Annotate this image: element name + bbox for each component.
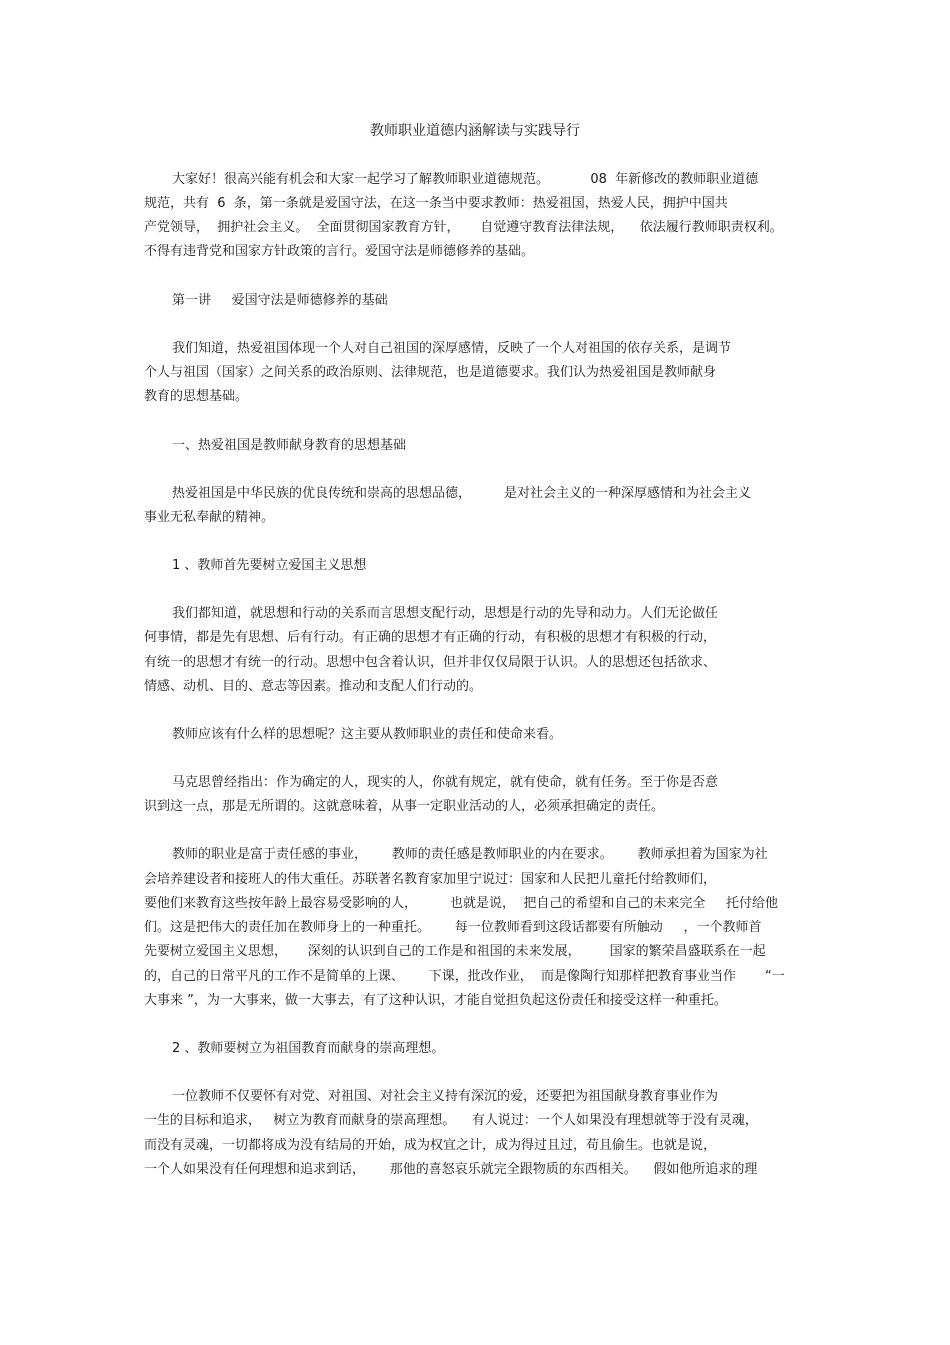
paragraph-line: 一生的目标和追求， 树立为教育而献身的崇高理想。 有人说过：一个人如果没有理想就等于没有灵魂， bbox=[144, 1113, 758, 1128]
paragraph-line: 不得有违背党和国家方针政策的言行。爱国守法是师德修养的基础。 bbox=[144, 244, 535, 259]
document-title: 教师职业道德内涵解读与实践导行 bbox=[370, 123, 580, 139]
paragraph-line: 们。这是把伟大的责任加在教师身上的一种重托。 每一位教师看到这段话都要有所触动 ，一个教师首 bbox=[144, 920, 762, 935]
paragraph-line: 教师应该有什么样的思想呢？这主要从教师职业的责任和使命来看。 bbox=[172, 727, 563, 742]
paragraph-line: 何事情，都是先有思想、后有行动。有正确的思想才有正确的行动，有积极的思想才有积极的行动， bbox=[144, 630, 717, 645]
paragraph-line: 一位教师不仅要怀有对党、对祖国、对社会主义持有深沉的爱，还要把为祖国献身教育事业作为 bbox=[172, 1089, 719, 1104]
paragraph-line: 马克思曾经指出：作为确定的人，现实的人，你就有规定，就有使命，就有任务。至于你是否意 bbox=[172, 775, 719, 790]
section-heading: 第一讲 爱国守法是师德修养的基础 bbox=[172, 293, 388, 308]
paragraph-line: 教师的职业是富于责任感的事业， 教师的责任感是教师职业的内在要求。 教师承担着为国家为社 bbox=[172, 847, 768, 862]
section-heading: 一、热爱祖国是教师献身教育的思想基础 bbox=[172, 438, 407, 453]
paragraph-line: 识到这一点，那是无所谓的。这就意味着，从事一定职业活动的人，必须承担确定的责任。 bbox=[144, 799, 665, 814]
paragraph-line: 而没有灵魂，一切都将成为没有结局的开始，成为权宜之计，成为得过且过，苟且偷生。也就是说， bbox=[144, 1138, 717, 1153]
paragraph-line: 我们都知道，就思想和行动的关系而言思想支配行动，思想是行动的先导和动力。人们无论做任 bbox=[172, 606, 719, 621]
paragraph-line: 大家好！很高兴能有机会和大家一起学习了解教师职业道德规范。 08 年新修改的教师职业道德 bbox=[172, 172, 759, 187]
section-heading: 2 、教师要树立为祖国教育而献身的崇高理想。 bbox=[172, 1041, 445, 1056]
paragraph-line: 先要树立爱国主义思想， 深刻的认识到自己的工作是和祖国的未来发展， 国家的繁荣昌盛联系在一起 bbox=[144, 944, 766, 959]
paragraph-line: 会培养建设者和接班人的伟大重任。苏联著名教育家加里宁说过：国家和人民把儿童托付给教师们， bbox=[144, 872, 717, 887]
paragraph-line: 要他们来教育这些按年龄上最容易受影响的人， 也就是说， 把自己的希望和自己的未来完全 托付给他 bbox=[144, 896, 778, 911]
paragraph-line: 有统一的思想才有统一的行动。思想中包含着认识，但并非仅仅局限于认识。人的思想还包括欲求、 bbox=[144, 655, 717, 670]
paragraph-line: 的，自己的日常平凡的工作不是简单的上课、 下课，批改作业， 而是像陶行知那样把教育事业当作 “一 bbox=[144, 969, 785, 984]
paragraph-line: 产党领导， 拥护社会主义。 全面贯彻国家教育方针， 自觉遵守教育法律法规， 依法履行教师职责权利。 bbox=[144, 220, 783, 235]
paragraph-line: 教育的思想基础。 bbox=[144, 389, 249, 404]
paragraph-line: 一个人如果没有任何理想和追求到话， 那他的喜怒哀乐就完全跟物质的东西相关。 假如他所追求的理 bbox=[144, 1162, 758, 1177]
paragraph-line: 个人与祖国（国家）之间关系的政治原则、法律规范，也是道德要求。我们认为热爱祖国是教师献身 bbox=[144, 365, 717, 380]
paragraph-line: 我们知道，热爱祖国体现一个人对自己祖国的深厚感情，反映了一个人对祖国的依存关系，是调节 bbox=[172, 341, 732, 356]
paragraph-line: 事业无私奉献的精神。 bbox=[144, 510, 275, 525]
section-heading: 1 、教师首先要树立爱国主义思想 bbox=[172, 558, 367, 573]
paragraph-line: 情感、动机、目的、意志等因素。推动和支配人们行动的。 bbox=[144, 679, 483, 694]
paragraph-line: 大事来 ”，为一大事来，做一大事去，有了这种认识，才能自觉担负起这份责任和接受这样一种重托。 bbox=[144, 993, 727, 1008]
paragraph-line: 热爱祖国是中华民族的优良传统和崇高的思想品德， 是对社会主义的一种深厚感情和为社会主义 bbox=[172, 486, 752, 501]
paragraph-line: 规范，共有 6 条，第一条就是爱国守法，在这一条当中要求教师：热爱祖国，热爱人民，拥护中国共 bbox=[144, 196, 728, 211]
